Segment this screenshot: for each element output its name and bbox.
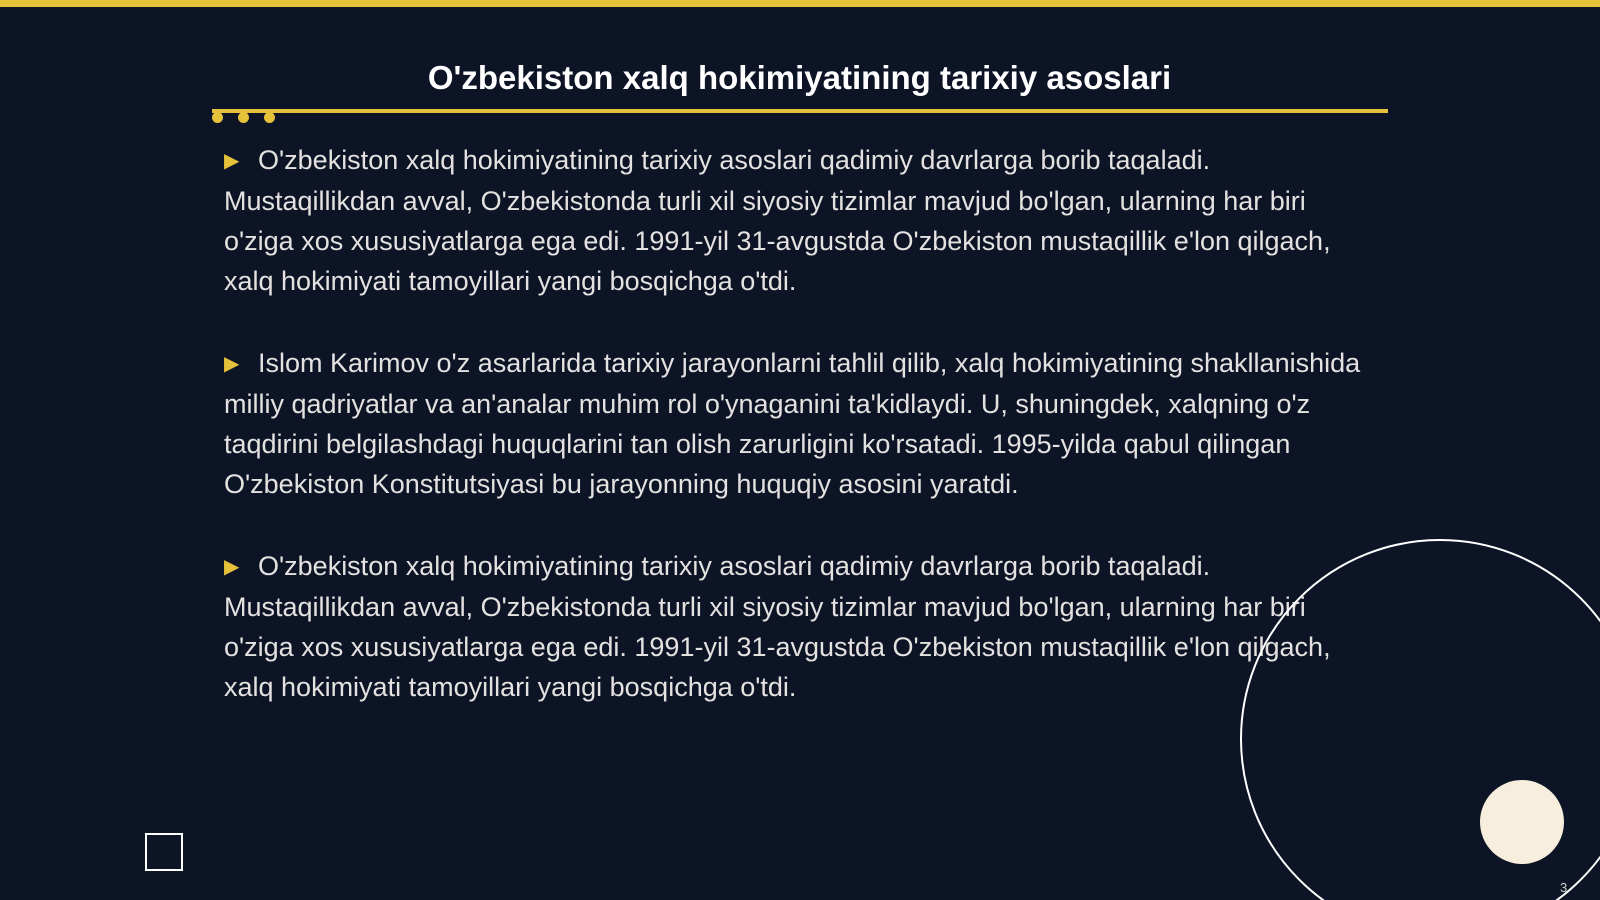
bullet-paragraph-1 — [224, 140, 1364, 301]
dot — [212, 112, 223, 123]
bullet-triangle-icon: ▶ — [224, 556, 240, 578]
top-accent-bar — [0, 0, 1600, 7]
bullet-paragraph-3 — [224, 546, 1364, 707]
dot — [264, 112, 275, 123]
dot — [238, 112, 249, 123]
decorative-square — [145, 833, 183, 871]
bullet-list — [224, 140, 1364, 749]
paragraph-text: Islom Karimov o'z asarlarida tarixiy jarayonlarni tahlil qilib, xalq hokimiyatining shakllanishida milliy qadriyatlar va an'analar muhim rol o'ynaganini ta'kidlaydi. U, shuningdek, xalqning o'z taqdirini belgilashdagi huquqlarini tan olish zarurligini ko'rsatadi. 1995-yilda qabul qilingan O'zbekiston Konstitutsiyasi bu jarayonning huquqiy asosini yaratdi. — [224, 348, 1361, 499]
paragraph-text: O'zbekiston xalq hokimiyatining tarixiy asoslari qadimiy davrlarga borib taqaladi. Mustaqillikdan avval, O'zbekistonda turli xil siyosiy tizimlar mavjud bo'lgan, ularning har biri o'ziga xos xususiyatlarga ega edi. 1991-yil 31-avgustda O'zbekiston mustaqillik e'lon qilgach, xalq hokimiyati tamoyillari yangi bosqichga o'tdi. — [224, 551, 1331, 702]
paragraph-text: O'zbekiston xalq hokimiyatining tarixiy asoslari qadimiy davrlarga borib taqaladi. Mustaqillikdan avval, O'zbekistonda turli xil siyosiy tizimlar mavjud bo'lgan, ularning har biri o'ziga xos xususiyatlarga ega edi. 1991-yil 31-avgustda O'zbekiston mustaqillik e'lon qilgach, xalq hokimiyati tamoyillari yangi bosqichga o'tdi. — [224, 145, 1331, 296]
decorative-dots — [212, 112, 282, 126]
page-number: 3 — [1560, 880, 1568, 895]
slide-title: O'zbekiston xalq hokimiyatining tarixiy asoslari — [427, 59, 1172, 96]
bullet-triangle-icon: ▶ — [224, 353, 240, 375]
title-underline — [212, 109, 1388, 113]
bullet-paragraph-2 — [224, 343, 1364, 504]
decorative-filled-circle — [1480, 780, 1564, 864]
bullet-triangle-icon: ▶ — [224, 150, 240, 172]
